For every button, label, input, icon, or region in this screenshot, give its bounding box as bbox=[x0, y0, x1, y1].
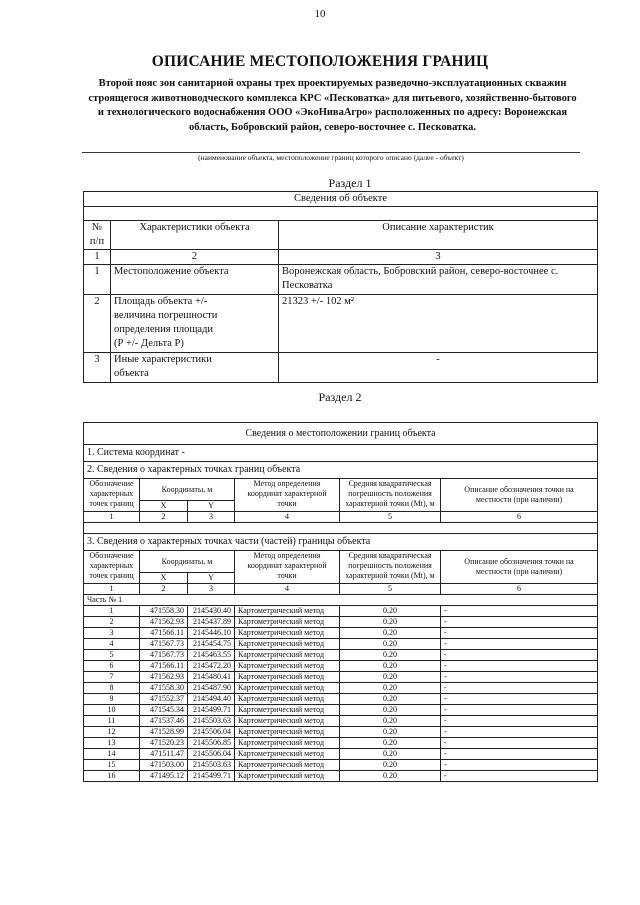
column-number: 3 bbox=[279, 250, 598, 265]
header-coordinates: Координаты, м bbox=[140, 479, 235, 501]
table-row bbox=[84, 694, 598, 705]
header-designation: Обозначение характерных точек границ bbox=[84, 551, 140, 584]
point-x: 471545.34 bbox=[140, 705, 188, 716]
point-y: 2145499.71 bbox=[188, 705, 235, 716]
point-y: 2145430.40 bbox=[188, 606, 235, 617]
point-x: 471558.30 bbox=[140, 683, 188, 694]
point-method: Картометрический метод bbox=[235, 650, 340, 661]
point-number: 2 bbox=[84, 617, 140, 628]
column-number: 4 bbox=[235, 512, 340, 523]
header-method: Метод определения координат характерной точки bbox=[235, 479, 340, 512]
point-method: Картометрический метод bbox=[235, 639, 340, 650]
column-number: 2 bbox=[140, 512, 188, 523]
point-x: 471503.00 bbox=[140, 760, 188, 771]
header-coordinates: Координаты, м bbox=[140, 551, 235, 573]
coordinate-system: 1. Система координат - bbox=[84, 445, 598, 462]
point-method: Картометрический метод bbox=[235, 705, 340, 716]
point-y: 2145499.71 bbox=[188, 771, 235, 782]
point-error: 0.20 bbox=[340, 738, 441, 749]
point-error: 0.20 bbox=[340, 683, 441, 694]
table-row bbox=[84, 749, 598, 760]
point-y: 2145506.85 bbox=[188, 738, 235, 749]
object-description bbox=[80, 77, 585, 135]
point-marking: - bbox=[441, 639, 598, 650]
point-y: 2145487.90 bbox=[188, 683, 235, 694]
point-error: 0.20 bbox=[340, 606, 441, 617]
point-error: 0.20 bbox=[340, 705, 441, 716]
point-x: 471552.37 bbox=[140, 694, 188, 705]
point-y: 2145463.55 bbox=[188, 650, 235, 661]
table-row bbox=[84, 353, 598, 383]
table-row bbox=[84, 683, 598, 694]
column-number: 6 bbox=[441, 584, 598, 595]
spacer-row bbox=[84, 207, 598, 221]
point-number: 6 bbox=[84, 661, 140, 672]
point-marking: - bbox=[441, 716, 598, 727]
point-method: Картометрический метод bbox=[235, 617, 340, 628]
point-number: 12 bbox=[84, 727, 140, 738]
object-description-line: Второй пояс зон санитарной охраны трех проектируемых разведочно-эксплуатационных скважин bbox=[98, 78, 567, 89]
table-row bbox=[84, 650, 598, 661]
column-number: 4 bbox=[235, 584, 340, 595]
table-row bbox=[84, 606, 598, 617]
point-y: 2145480.41 bbox=[188, 672, 235, 683]
point-x: 471528.99 bbox=[140, 727, 188, 738]
point-x: 471562.93 bbox=[140, 672, 188, 683]
column-number: 2 bbox=[111, 250, 279, 265]
column-number: 1 bbox=[84, 584, 140, 595]
point-number: 14 bbox=[84, 749, 140, 760]
table-row bbox=[84, 705, 598, 716]
column-number: 3 bbox=[188, 512, 235, 523]
point-x: 471567.73 bbox=[140, 639, 188, 650]
point-method: Картометрический метод bbox=[235, 760, 340, 771]
point-error: 0.20 bbox=[340, 650, 441, 661]
point-error: 0.20 bbox=[340, 727, 441, 738]
point-marking: - bbox=[441, 738, 598, 749]
point-number: 3 bbox=[84, 628, 140, 639]
table-row bbox=[84, 617, 598, 628]
table-row bbox=[84, 771, 598, 782]
row-characteristic: Местоположение объекта bbox=[111, 265, 279, 295]
point-x: 471520.23 bbox=[140, 738, 188, 749]
object-info-title: Сведения об объекте bbox=[84, 192, 598, 207]
point-error: 0.20 bbox=[340, 694, 441, 705]
header-description: Описание характеристик bbox=[279, 221, 598, 250]
table-row bbox=[84, 265, 598, 295]
point-error: 0.20 bbox=[340, 639, 441, 650]
points-subsection-title: 2. Сведения о характерных точках границ объекта bbox=[84, 462, 598, 479]
column-number: 3 bbox=[188, 584, 235, 595]
point-number: 16 bbox=[84, 771, 140, 782]
point-error: 0.20 bbox=[340, 672, 441, 683]
point-x: 471511.47 bbox=[140, 749, 188, 760]
point-method: Картометрический метод bbox=[235, 606, 340, 617]
table-row bbox=[84, 295, 598, 353]
header-y: Y bbox=[188, 501, 235, 512]
point-number: 8 bbox=[84, 683, 140, 694]
point-y: 2145494.40 bbox=[188, 694, 235, 705]
point-y: 2145472.20 bbox=[188, 661, 235, 672]
point-method: Картометрический метод bbox=[235, 694, 340, 705]
point-method: Картометрический метод bbox=[235, 716, 340, 727]
point-method: Картометрический метод bbox=[235, 683, 340, 694]
point-method: Картометрический метод bbox=[235, 628, 340, 639]
row-number: 1 bbox=[84, 265, 111, 295]
point-method: Картометрический метод bbox=[235, 672, 340, 683]
point-y: 2145503.63 bbox=[188, 716, 235, 727]
point-marking: - bbox=[441, 683, 598, 694]
point-x: 471558.30 bbox=[140, 606, 188, 617]
point-marking: - bbox=[441, 694, 598, 705]
point-marking: - bbox=[441, 650, 598, 661]
point-marking: - bbox=[441, 628, 598, 639]
point-y: 2145437.89 bbox=[188, 617, 235, 628]
point-error: 0.20 bbox=[340, 760, 441, 771]
point-method: Картометрический метод bbox=[235, 661, 340, 672]
object-description-line: строящегося животноводческого комплекса КРС «Песковатка» для питьевого, хозяйственно-бытового bbox=[88, 92, 577, 104]
point-method: Картометрический метод bbox=[235, 771, 340, 782]
section-2-heading: Раздел 2 bbox=[318, 390, 362, 404]
point-error: 0.20 bbox=[340, 617, 441, 628]
row-description: Воронежская область, Бобровский район, северо-восточнее с. Песковатка bbox=[279, 265, 598, 295]
point-number: 13 bbox=[84, 738, 140, 749]
row-number: 3 bbox=[84, 353, 111, 383]
table-row bbox=[84, 661, 598, 672]
point-marking: - bbox=[441, 606, 598, 617]
location-table-title: Сведения о местоположении границ объекта bbox=[84, 423, 598, 445]
point-y: 2145506.04 bbox=[188, 749, 235, 760]
point-error: 0.20 bbox=[340, 716, 441, 727]
object-description-line: область, Бобровский район, северо-восточнее с. Песковатка. bbox=[189, 121, 476, 133]
point-y: 2145446.10 bbox=[188, 628, 235, 639]
point-error: 0.20 bbox=[340, 628, 441, 639]
row-description: 21323 +/- 102 м² bbox=[279, 295, 598, 353]
row-description: - bbox=[279, 353, 598, 383]
part-points-subsection-title: 3. Сведения о характерных точках части (частей) границы объекта bbox=[84, 534, 598, 551]
column-number: 5 bbox=[340, 512, 441, 523]
point-x: 471566.11 bbox=[140, 628, 188, 639]
object-description-line: и технологического водоснабжения ООО «ЭкоНиваАгро» расположенных по адресу: Воронежская bbox=[97, 107, 568, 118]
row-characteristic: Площадь объекта +/- величина погрешности определения площади (Р +/- Дельта Р) bbox=[111, 295, 279, 353]
point-number: 4 bbox=[84, 639, 140, 650]
point-method: Картометрический метод bbox=[235, 727, 340, 738]
point-number: 9 bbox=[84, 694, 140, 705]
point-marking: - bbox=[441, 760, 598, 771]
point-number: 11 bbox=[84, 716, 140, 727]
point-x: 471567.73 bbox=[140, 650, 188, 661]
table-row bbox=[84, 639, 598, 650]
page-number: 10 bbox=[314, 8, 326, 20]
header-characteristics: Характеристики объекта bbox=[111, 221, 279, 250]
point-marking: - bbox=[441, 672, 598, 683]
point-x: 471566.11 bbox=[140, 661, 188, 672]
point-marking: - bbox=[441, 617, 598, 628]
header-method: Метод определения координат характерной точки bbox=[235, 551, 340, 584]
column-number: 6 bbox=[441, 512, 598, 523]
table-row bbox=[84, 672, 598, 683]
row-characteristic: Иные характеристики объекта bbox=[111, 353, 279, 383]
table-row bbox=[84, 628, 598, 639]
point-x: 471495.12 bbox=[140, 771, 188, 782]
point-y: 2145503.63 bbox=[188, 760, 235, 771]
header-x: X bbox=[140, 573, 188, 584]
row-number: 2 bbox=[84, 295, 111, 353]
point-error: 0.20 bbox=[340, 749, 441, 760]
column-number: 5 bbox=[340, 584, 441, 595]
boundary-points-table bbox=[83, 422, 598, 782]
point-marking: - bbox=[441, 727, 598, 738]
header-error: Средняя квадратическая погрешность положения характерной точки (Mt), м bbox=[340, 479, 441, 512]
point-error: 0.20 bbox=[340, 661, 441, 672]
point-error: 0.20 bbox=[340, 771, 441, 782]
header-marking: Описание обозначения точки на местности (при наличии) bbox=[441, 551, 598, 584]
column-number: 2 bbox=[140, 584, 188, 595]
table-row bbox=[84, 727, 598, 738]
point-number: 5 bbox=[84, 650, 140, 661]
table-row bbox=[84, 760, 598, 771]
point-method: Картометрический метод bbox=[235, 738, 340, 749]
point-x: 471537.46 bbox=[140, 716, 188, 727]
point-marking: - bbox=[441, 749, 598, 760]
header-y: Y bbox=[188, 573, 235, 584]
point-marking: - bbox=[441, 661, 598, 672]
point-x: 471562.93 bbox=[140, 617, 188, 628]
point-method: Картометрический метод bbox=[235, 749, 340, 760]
column-number: 1 bbox=[84, 250, 111, 265]
object-caption: (наименование объекта, местоположение границ которого описано (далее - объект) bbox=[198, 153, 464, 162]
header-marking: Описание обозначения точки на местности (при наличии) bbox=[441, 479, 598, 512]
table-row bbox=[84, 716, 598, 727]
point-y: 2145506.04 bbox=[188, 727, 235, 738]
section-1-heading: Раздел 1 bbox=[328, 176, 372, 190]
point-number: 1 bbox=[84, 606, 140, 617]
header-number: № п/п bbox=[84, 221, 111, 250]
point-y: 2145454.75 bbox=[188, 639, 235, 650]
object-info-table bbox=[83, 191, 598, 383]
header-x: X bbox=[140, 501, 188, 512]
point-number: 7 bbox=[84, 672, 140, 683]
point-number: 10 bbox=[84, 705, 140, 716]
point-number: 15 bbox=[84, 760, 140, 771]
point-marking: - bbox=[441, 771, 598, 782]
spacer-row bbox=[84, 523, 598, 534]
point-marking: - bbox=[441, 705, 598, 716]
part-label: Часть № 1 bbox=[84, 595, 598, 606]
table-row bbox=[84, 738, 598, 749]
header-designation: Обозначение характерных точек границ bbox=[84, 479, 140, 512]
header-error: Средняя квадратическая погрешность положения характерной точки (Mt), м bbox=[340, 551, 441, 584]
column-number: 1 bbox=[84, 512, 140, 523]
document-title: ОПИСАНИЕ МЕСТОПОЛОЖЕНИЯ ГРАНИЦ bbox=[151, 53, 489, 70]
